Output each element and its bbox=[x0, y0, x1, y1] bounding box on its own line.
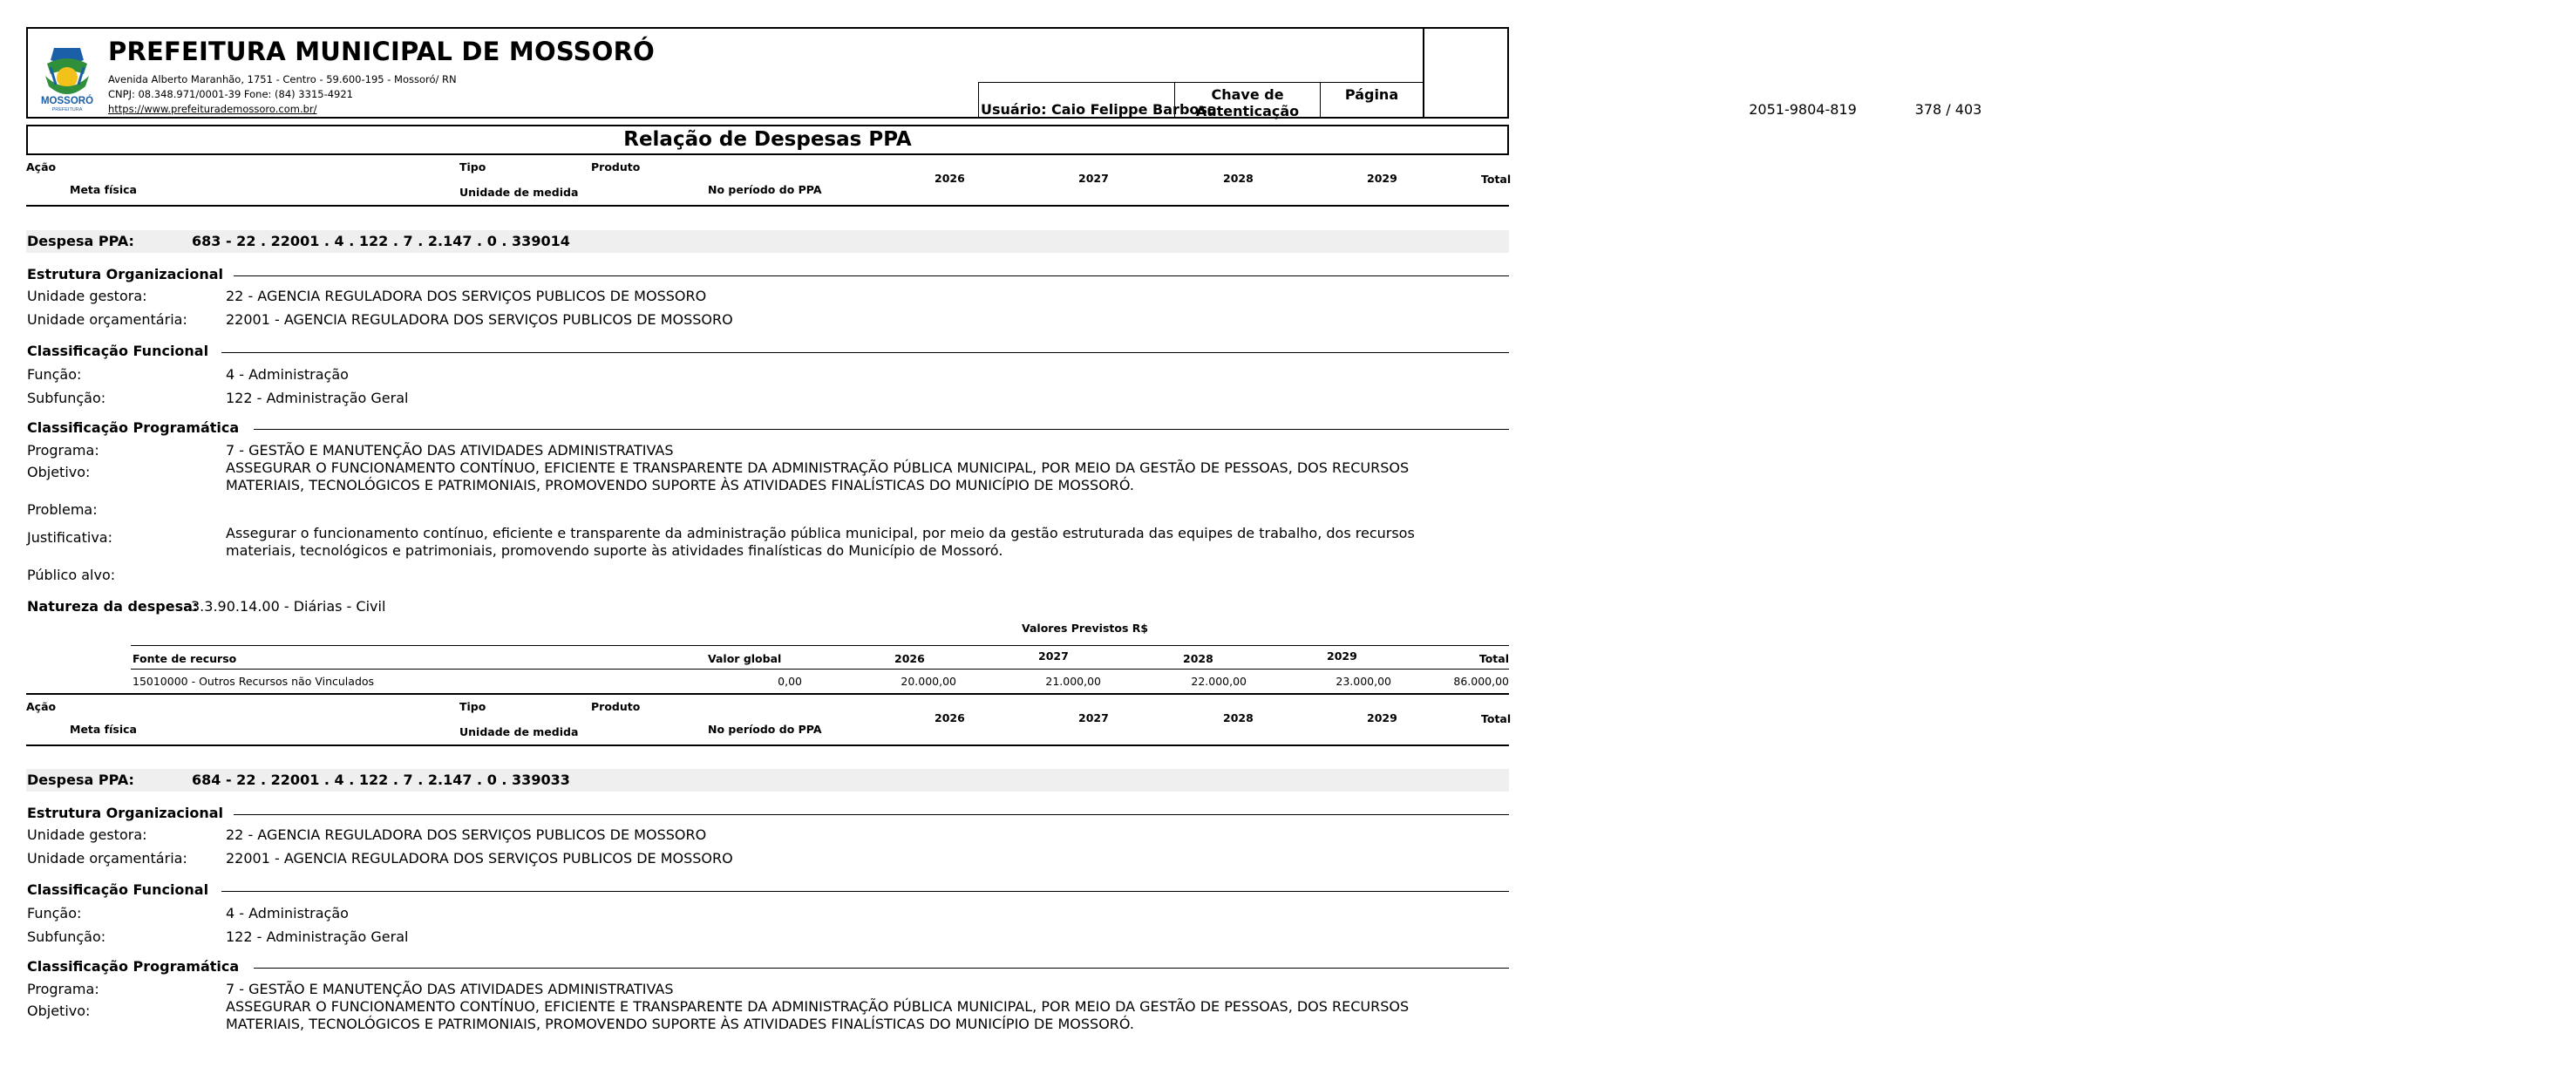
col-periodo: No período do PPA bbox=[708, 183, 822, 196]
td-total: 86.000,00 bbox=[1453, 675, 1509, 688]
page-number: 378 / 403 bbox=[1914, 101, 1982, 118]
col-meta: Meta física bbox=[70, 723, 137, 736]
logo-text: MOSSORÓ bbox=[40, 96, 94, 106]
column-header bbox=[26, 697, 1512, 746]
col-produto: Produto bbox=[591, 160, 641, 173]
section-rule bbox=[234, 814, 1509, 815]
col-2027: 2027 bbox=[1078, 172, 1109, 185]
value-funcao: 4 - Administração bbox=[226, 905, 349, 921]
report-header bbox=[26, 27, 1982, 119]
col-total: Total bbox=[1481, 173, 1512, 186]
th-2026: 2026 bbox=[894, 652, 925, 665]
report-title: Relação de Despesas PPA bbox=[26, 125, 1509, 155]
col-2029: 2029 bbox=[1367, 172, 1397, 185]
th-2028: 2028 bbox=[1183, 652, 1213, 665]
col-2028: 2028 bbox=[1223, 172, 1254, 185]
value-unidade-gestora: 22 - AGENCIA REGULADORA DOS SERVIÇOS PUBLICOS DE MOSSORO bbox=[226, 288, 707, 304]
header-divider bbox=[1423, 29, 1424, 117]
label-programa: Programa: bbox=[27, 981, 99, 997]
section-class-funcional: Classificação Funcional bbox=[27, 881, 209, 898]
label-publico: Público alvo: bbox=[27, 567, 116, 583]
col-2028: 2028 bbox=[1223, 711, 1254, 724]
col-tipo: Tipo bbox=[459, 700, 486, 713]
value-objetivo: ASSEGURAR O FUNCIONAMENTO CONTÍNUO, EFICIENTE E TRANSPARENTE DA ADMINISTRAÇÃO PÚBLICA MUNICIPAL, POR MEIO DA GESTÃO DE PESSOAS, DOS RECURSOS MATERIAIS, TECNOLÓGICOS E PATRIMONIAIS, PROMOVENDO SUPORTE ÀS ATIVIDADES FINALÍSTICAS DO MUNICÍPIO DE MOSSORÓ. bbox=[226, 998, 1410, 1032]
label-subfuncao: Subfunção: bbox=[27, 928, 106, 945]
section-separator bbox=[26, 693, 1509, 695]
label-funcao: Função: bbox=[27, 366, 82, 383]
section-rule bbox=[234, 275, 1509, 276]
label-objetivo: Objetivo: bbox=[27, 464, 91, 480]
column-header bbox=[26, 157, 1512, 207]
label-funcao: Função: bbox=[27, 905, 82, 921]
logo-subtext: PREFEITURA bbox=[51, 107, 83, 112]
section-estrutura: Estrutura Organizacional bbox=[27, 266, 224, 282]
td-2026: 20.000,00 bbox=[901, 675, 956, 688]
despesa-header bbox=[26, 769, 1509, 792]
section-rule bbox=[221, 891, 1509, 892]
fonte-table-row bbox=[131, 670, 1509, 692]
label-subfuncao: Subfunção: bbox=[27, 390, 106, 406]
label-unidade-gestora: Unidade gestora: bbox=[27, 288, 147, 304]
th-fonte: Fonte de recurso bbox=[133, 652, 237, 665]
col-unidade: Unidade de medida bbox=[459, 725, 579, 738]
org-contact: CNPJ: 08.348.971/0001-39 Fone: (84) 3315-4921 bbox=[108, 88, 353, 100]
col-acao: Ação bbox=[26, 700, 57, 713]
value-programa: 7 - GESTÃO E MANUTENÇÃO DAS ATIVIDADES ADMINISTRATIVAS bbox=[226, 442, 674, 459]
col-unidade: Unidade de medida bbox=[459, 186, 579, 199]
td-valor-global: 0,00 bbox=[778, 675, 802, 688]
value-unidade-orcamentaria: 22001 - AGENCIA REGULADORA DOS SERVIÇOS PUBLICOS DE MOSSORO bbox=[226, 311, 733, 328]
value-unidade-gestora: 22 - AGENCIA REGULADORA DOS SERVIÇOS PUBLICOS DE MOSSORO bbox=[226, 826, 707, 843]
despesa-label: Despesa PPA: bbox=[27, 233, 134, 249]
label-justificativa: Justificativa: bbox=[27, 529, 112, 546]
td-fonte: 15010000 - Outros Recursos não Vinculados bbox=[133, 675, 375, 688]
user-box bbox=[978, 82, 1217, 118]
despesa-code: 683 - 22 . 22001 . 4 . 122 . 7 . 2.147 . 0 . 339014 bbox=[192, 233, 570, 249]
despesa-label: Despesa PPA: bbox=[27, 772, 134, 788]
td-2029: 23.000,00 bbox=[1336, 675, 1391, 688]
value-justificativa: Assegurar o funcionamento contínuo, eficiente e transparente da administração pública municipal, por meio da gestão estruturada das equipes de trabalho, dos recursos materiais, tecnológicos e patrimoniais, promovendo suporte às atividades finalísticas do Município de Mossoró. bbox=[226, 525, 1415, 559]
mossoro-logo bbox=[38, 44, 96, 112]
label-natureza: Natureza da despesa: bbox=[27, 598, 199, 615]
value-subfuncao: 122 - Administração Geral bbox=[226, 390, 409, 406]
user-name: Usuário: Caio Felippe Barbosa bbox=[981, 101, 1217, 118]
label-unidade-orcamentaria: Unidade orçamentária: bbox=[27, 311, 187, 328]
auth-value: 2051-9804-819 bbox=[1749, 101, 1857, 118]
auth-label: Chave de Autenticação bbox=[1195, 86, 1300, 119]
col-tipo: Tipo bbox=[459, 160, 486, 173]
section-rule bbox=[221, 352, 1509, 353]
col-2029: 2029 bbox=[1367, 711, 1397, 724]
label-programa: Programa: bbox=[27, 442, 99, 459]
page-label: Página bbox=[1344, 86, 1399, 103]
section-class-programatica: Classificação Programática bbox=[27, 958, 240, 975]
th-2027: 2027 bbox=[1038, 649, 1069, 663]
label-objetivo: Objetivo: bbox=[27, 1003, 91, 1019]
col-total: Total bbox=[1481, 712, 1512, 725]
value-subfuncao: 122 - Administração Geral bbox=[226, 928, 409, 945]
value-objetivo: ASSEGURAR O FUNCIONAMENTO CONTÍNUO, EFICIENTE E TRANSPARENTE DA ADMINISTRAÇÃO PÚBLICA MUNICIPAL, POR MEIO DA GESTÃO DE PESSOAS, DOS RECURSOS MATERIAIS, TECNOLÓGICOS E PATRIMONIAIS, PROMOVENDO SUPORTE ÀS ATIVIDADES FINALÍSTICAS DO MUNICÍPIO DE MOSSORÓ. bbox=[226, 459, 1410, 493]
th-total: Total bbox=[1478, 652, 1509, 665]
col-meta: Meta física bbox=[70, 183, 137, 196]
org-address: Avenida Alberto Maranhão, 1751 - Centro - 59.600-195 - Mossoró/ RN bbox=[108, 73, 457, 85]
td-2028: 22.000,00 bbox=[1191, 675, 1247, 688]
label-unidade-gestora: Unidade gestora: bbox=[27, 826, 147, 843]
org-name: PREFEITURA MUNICIPAL DE MOSSORÓ bbox=[108, 37, 655, 66]
col-periodo: No período do PPA bbox=[708, 723, 822, 736]
section-class-funcional: Classificação Funcional bbox=[27, 343, 209, 359]
value-funcao: 4 - Administração bbox=[226, 366, 349, 383]
value-unidade-orcamentaria: 22001 - AGENCIA REGULADORA DOS SERVIÇOS PUBLICOS DE MOSSORO bbox=[226, 850, 733, 867]
col-acao: Ação bbox=[26, 160, 57, 173]
fonte-table-header bbox=[131, 645, 1509, 670]
despesa-header bbox=[26, 230, 1509, 253]
section-class-programatica: Classificação Programática bbox=[27, 419, 240, 436]
section-estrutura: Estrutura Organizacional bbox=[27, 805, 224, 821]
col-2027: 2027 bbox=[1078, 711, 1109, 724]
col-produto: Produto bbox=[591, 700, 641, 713]
org-website-link[interactable]: https://www.prefeiturademossoro.com.br/ bbox=[108, 103, 317, 115]
td-2027: 21.000,00 bbox=[1045, 675, 1101, 688]
col-2026: 2026 bbox=[935, 711, 965, 724]
col-2026: 2026 bbox=[935, 172, 965, 185]
th-2029: 2029 bbox=[1327, 649, 1357, 663]
section-rule bbox=[254, 968, 1509, 969]
th-valor-global: Valor global bbox=[708, 652, 782, 665]
valores-previstos-title: Valores Previstos R$ bbox=[1022, 622, 1149, 635]
despesa-code: 684 - 22 . 22001 . 4 . 122 . 7 . 2.147 . 0 . 339033 bbox=[192, 772, 570, 788]
label-unidade-orcamentaria: Unidade orçamentária: bbox=[27, 850, 187, 867]
label-problema: Problema: bbox=[27, 501, 98, 518]
value-programa: 7 - GESTÃO E MANUTENÇÃO DAS ATIVIDADES ADMINISTRATIVAS bbox=[226, 981, 674, 997]
value-natureza: 3.3.90.14.00 - Diárias - Civil bbox=[191, 598, 386, 615]
section-rule bbox=[254, 429, 1509, 430]
